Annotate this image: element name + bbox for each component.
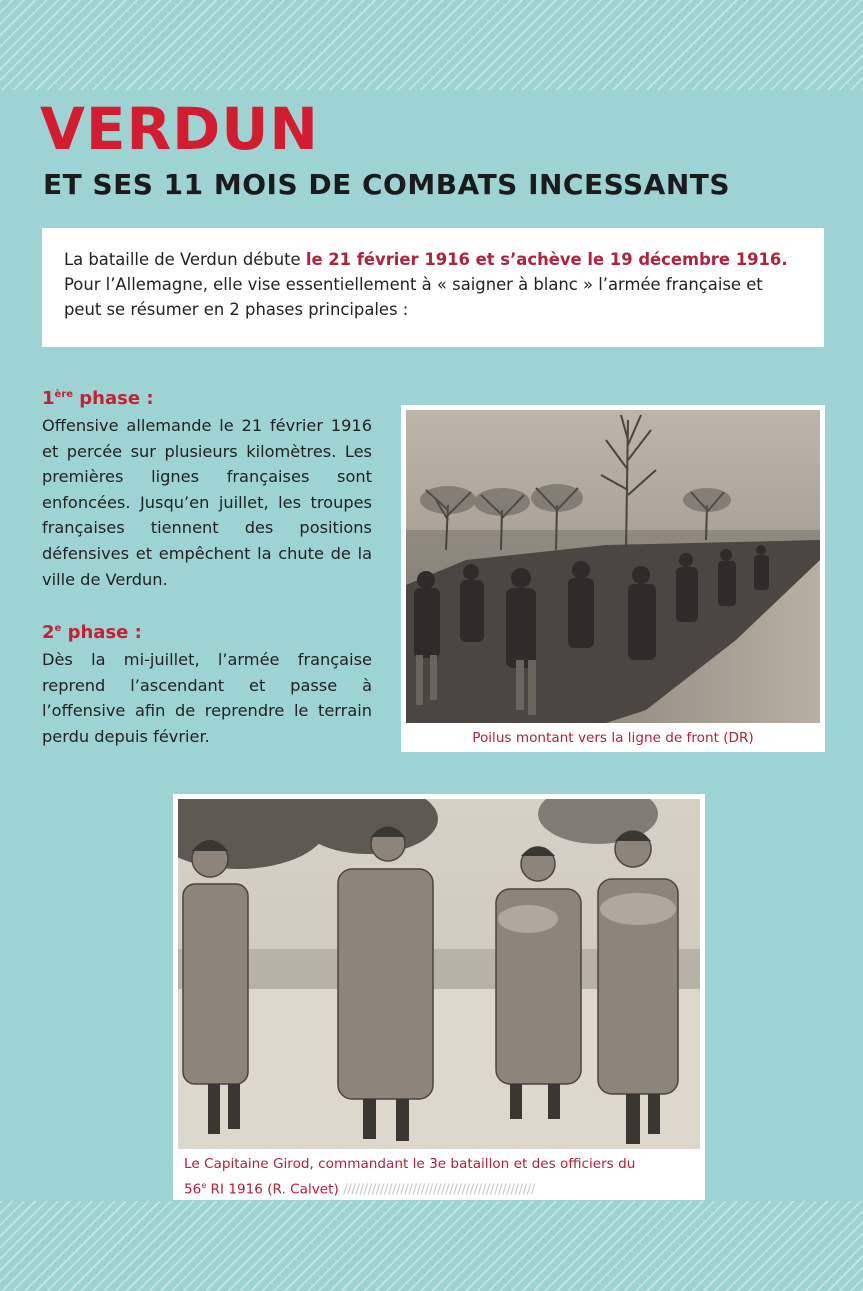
bottom-stripe-band [0, 1201, 863, 1291]
phase1-label: phase : [73, 388, 154, 409]
photo-soldiers-marching-frame [401, 405, 825, 752]
caption-regiment-number: 56 [184, 1181, 202, 1198]
caption-credit: RI 1916 (R. Calvet) [206, 1181, 344, 1198]
caption-slash-decoration: /////////////////////////////////////////////// [343, 1181, 535, 1198]
phase1-number: 1 [42, 388, 55, 409]
caption-regiment-ordinal: e [201, 1181, 207, 1190]
photo-officers-frame [173, 794, 705, 1200]
photo-officers-caption [178, 1154, 700, 1201]
page-subtitle: ET SES 11 MOIS DE COMBATS INCESSANTS [43, 168, 731, 201]
phase1-text: Offensive allemande le 21 février 1916 et percée sur plusieurs kilomètres. Les premières lignes françaises sont enfoncées. Jusqu’en juillet, les troupes françaises tiennent des positions défensives et empêchent la chute de la ville de Verdun. [42, 416, 372, 589]
phase2-label: phase : [61, 622, 142, 643]
phase2-ordinal: e [54, 623, 62, 634]
intro-text-start: La bataille de Verdun débute [64, 250, 306, 269]
phase2-number: 2 [42, 622, 55, 643]
intro-date-highlight: le 21 février 1916 et s’achève le 19 décembre 1916. [305, 250, 788, 269]
photo-officers [178, 799, 700, 1149]
photo-soldiers-marching-caption: Poilus montant vers la ligne de front (DR) [472, 730, 754, 746]
photo-officers-caption-line2 [184, 1175, 700, 1201]
intro-box [42, 228, 824, 347]
top-stripe-band [0, 0, 863, 90]
phase1-ordinal: ère [54, 389, 74, 400]
photo-officers-caption-line1: Le Capitaine Girod, commandant le 3e bataillon et des officiers du [184, 1156, 636, 1172]
phase1-heading [42, 390, 154, 408]
intro-text-end: Pour l’Allemagne, elle vise essentiellement à « saigner à blanc » l’armée française et peut se résumer en 2 phases principales : [64, 275, 763, 319]
page-title: VERDUN [40, 95, 319, 163]
photo-soldiers-marching [406, 410, 820, 723]
phase2-heading [42, 624, 142, 642]
phase2-text: Dès la mi-juillet, l’armée française reprend l’ascendant et passe à l’offensive afin de reprendre le terrain perdu depuis février. [42, 650, 372, 746]
